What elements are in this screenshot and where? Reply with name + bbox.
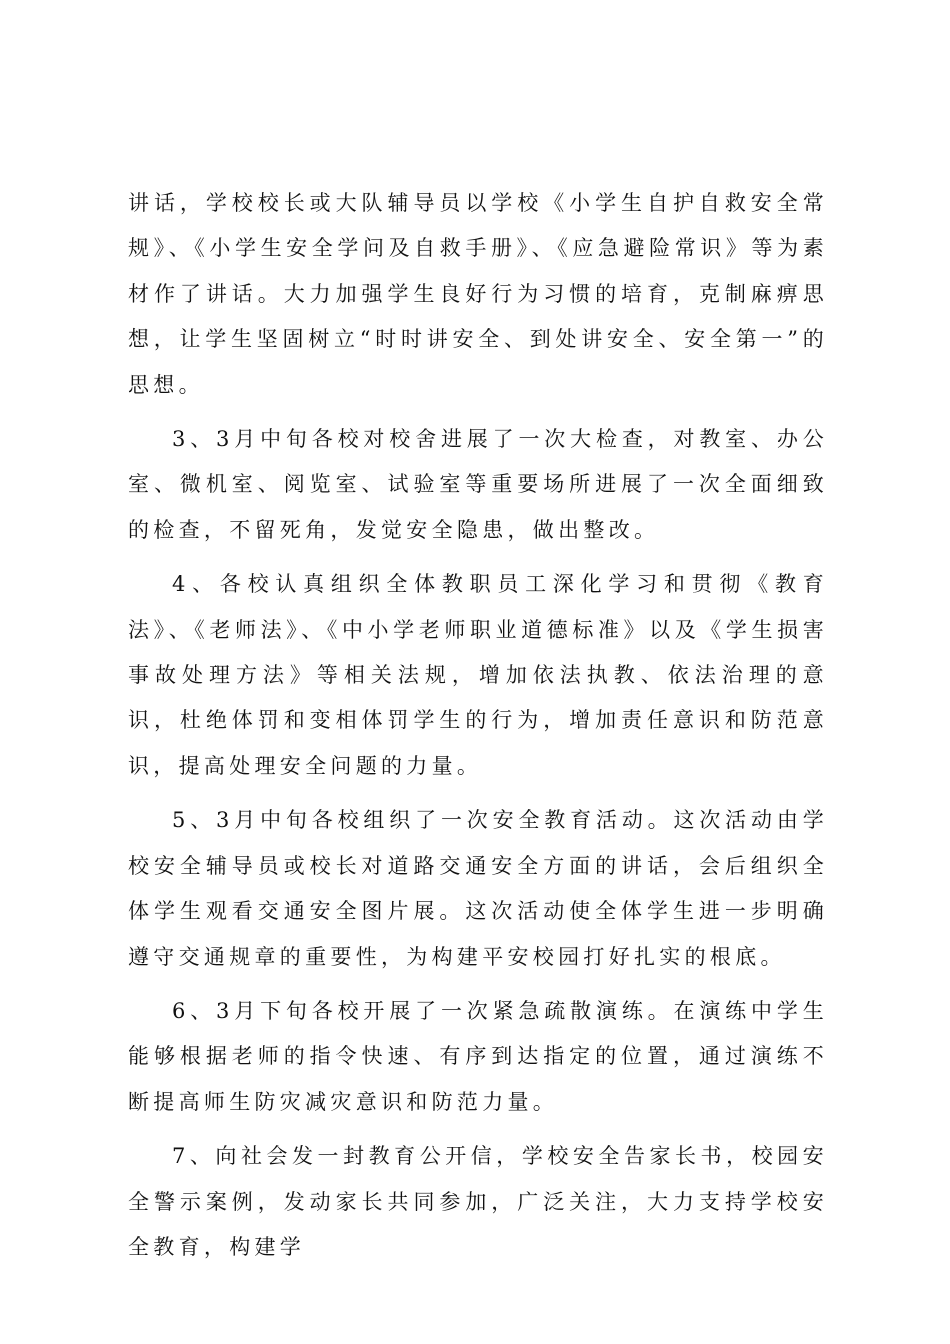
paragraph-item-6: 6、3月下旬各校开展了一次紧急疏散演练。在演练中学生能够根据老师的指令快速、有序到达指定的位置，通过演练不断提高师生防灾减灾意识和防范力量。 xyxy=(128,998,828,1114)
paragraph-item-4: 4、各校认真组织全体教职员工深化学习和贯彻《教育法》、《老师法》、《中小学老师职业道德标准》以及《学生损害事故处理方法》等相关法规，增加依法执教、依法治理的意识，杜绝体罚和变相体罚学生的行为，增加责任意识和防范意识，提高处理安全问题的力量。 xyxy=(128,572,828,778)
document-body xyxy=(128,181,828,1279)
paragraph-item-7: 7、向社会发一封教育公开信，学校安全告家长书，校园安全警示案例，发动家长共同参加，广泛关注，大力支持学校安全教育，构建学 xyxy=(128,1144,828,1259)
paragraph-item-3: 3、3月中旬各校对校舍进展了一次大检查，对教室、办公室、微机室、阅览室、试验室等重要场所进展了一次全面细致的检查，不留死角，发觉安全隐患，做出整改。 xyxy=(128,427,828,542)
paragraph-item-5: 5、3月中旬各校组织了一次安全教育活动。这次活动由学校安全辅导员或校长对道路交通安全方面的讲话，会后组织全体学生观看交通安全图片展。这次活动使全体学生进一步明确遵守交通规章的重要性，为构建平安校园打好扎实的根底。 xyxy=(128,808,828,969)
paragraph-continued-speech: 讲话，学校校长或大队辅导员以学校《小学生自护自救安全常规》、《小学生安全学问及自救手册》、《应急避险常识》等为素材作了讲话。大力加强学生良好行为习惯的培育，克制麻痹思想，让学生坚固树立“时时讲安全、到处讲安全、安全第一”的思想。 xyxy=(128,191,828,397)
